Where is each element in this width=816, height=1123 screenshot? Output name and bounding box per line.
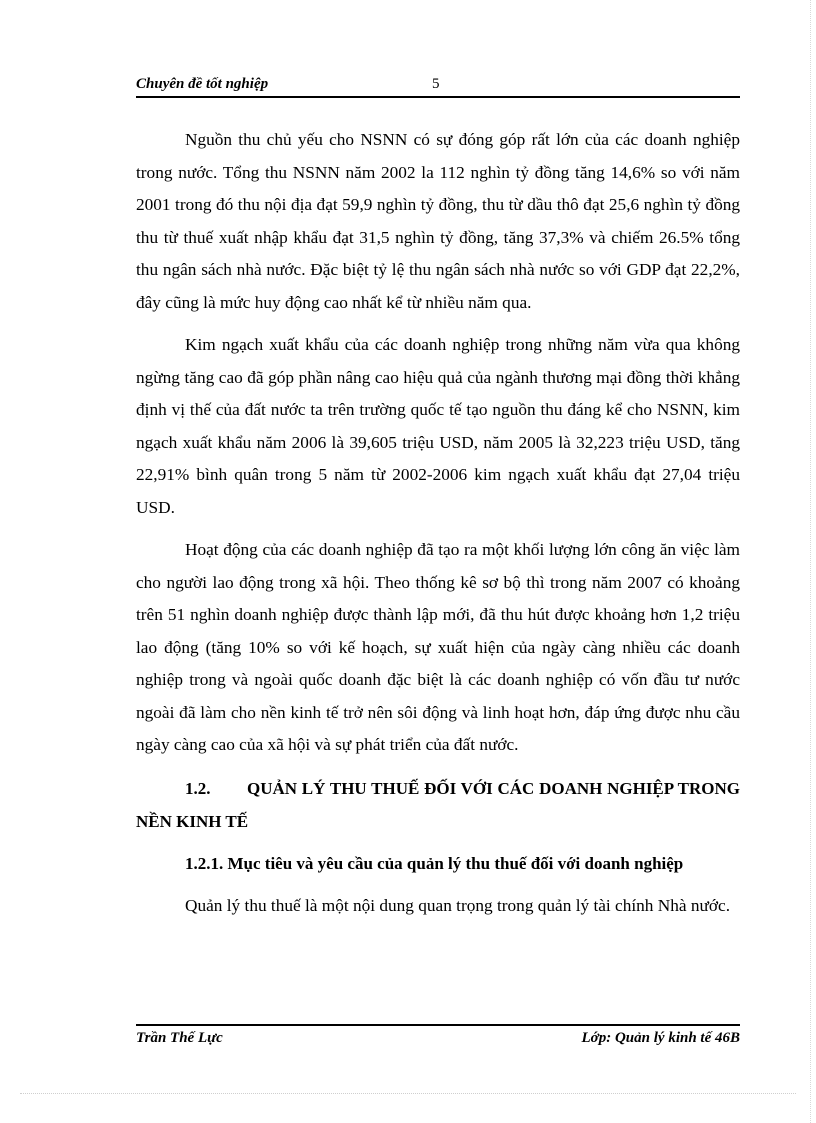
section-number: 1.2. [185,778,211,798]
subsection-heading: 1.2.1. Mục tiêu và yêu cầu của quản lý thu thuế đối với doanh nghiệp [185,853,684,873]
section-title: QUẢN LÝ THU THUẾ ĐỐI VỚI CÁC DOANH NGHIỆP TRONG NỀN KINH TẾ [136,778,740,831]
page-number: 5 [432,76,440,92]
page-boundary-line [20,1093,796,1094]
paragraph: Nguồn thu chủ yếu cho NSNN có sự đóng góp rất lớn của các doanh nghiệp trong nước. Tổng thu NSNN năm 2002 la 112 nghìn tỷ đồng tăng 14,6% so với năm 2001 trong đó thu nội địa đạt 59,9 nghìn tỷ đồng, thu từ dầu thô đạt 25,6 nghìn tỷ đồng thu từ thuế xuất nhập khẩu đạt 31,5 nghìn tỷ đồng, tăng 37,3% và chiếm 26.5% tổng thu ngân sách nhà nước. Đặc biệt tỷ lệ thu ngân sách nhà nước so với GDP đạt 22,2%, đây cũng là mức huy động cao nhất kể từ nhiều năm qua. [136,130,740,312]
author-name: Trần Thế Lực [136,1030,223,1046]
page-margin-line [810,0,811,1123]
section-heading [136,772,740,838]
document-body [136,124,740,933]
paragraph: Kim ngạch xuất khẩu của các doanh nghiệp trong những năm vừa qua không ngừng tăng cao đã góp phần nâng cao hiệu quả của ngành thương mại đồng thời khẳng định vị thế của đất nước ta trên trường quốc tế tạo nguồn thu đáng kể cho NSNN, kim ngạch xuất khẩu năm 2006 là 39,605 triệu USD, năm 2005 là 32,223 triệu USD, tăng 22,91% bình quân trong 5 năm từ 2002-2006 kim ngạch xuất khẩu đạt 27,04 triệu USD. [136,335,740,517]
paragraph: Quản lý thu thuế là một nội dung quan trọng trong quản lý tài chính Nhà nước. [185,896,731,915]
page-header [136,76,740,98]
class-name: Lớp: Quản lý kinh tế 46B [581,1030,740,1046]
paragraph: Hoạt động của các doanh nghiệp đã tạo ra một khối lượng lớn công ăn việc làm cho người lao động trong xã hội. Theo thống kê sơ bộ thì trong năm 2007 có khoảng trên 51 nghìn doanh nghiệp được thành lập mới, đã thu hút được khoảng hơn 1,2 triệu lao động (tăng 10% so với kế hoạch, sự xuất hiện của ngày càng nhiều các doanh nghiệp trong và ngoài quốc doanh đặc biệt là các doanh nghiệp có vốn đầu tư nước ngoài đã làm cho nền kinh tế trở nên sôi động và linh hoạt hơn, đáp ứng được nhu cầu ngày càng cao của xã hội và sự phát triển của đất nước. [136,540,740,754]
document-title: Chuyên đề tốt nghiệp [136,76,269,92]
page-footer [136,1024,740,1050]
